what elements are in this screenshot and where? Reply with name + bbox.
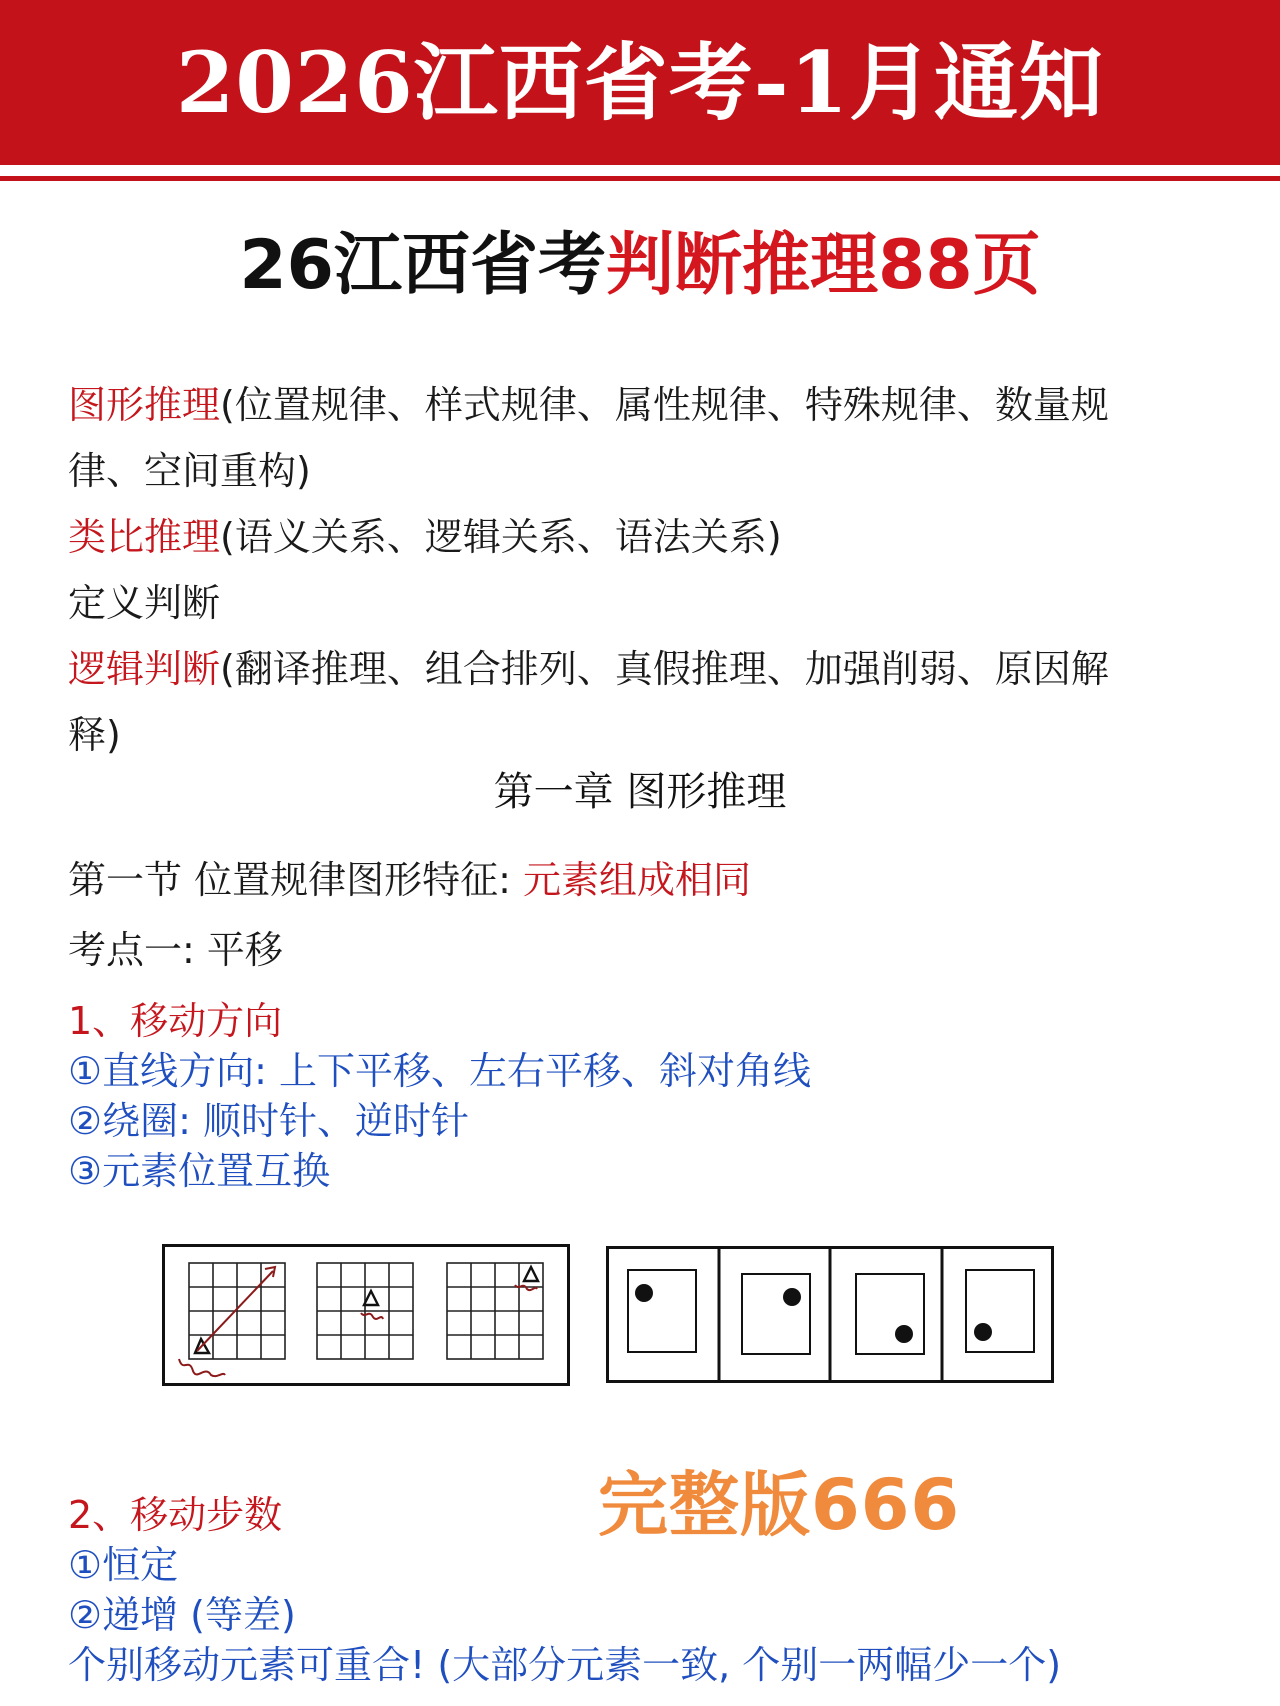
section-prefix: 第一节 位置规律图形特征: [68, 858, 511, 902]
topic-label: 逻辑判断 [68, 647, 221, 691]
topic-definition-judgment: 定义判断 [68, 581, 221, 625]
headline-red-part: 判断推理88页 [606, 226, 1041, 305]
topic-detail-continued: 释) [68, 713, 121, 757]
chapter-title: 第一章 图形推理 [493, 769, 787, 815]
move-direction-item: ①直线方向: 上下平移、左右平移、斜对角线 [68, 1049, 811, 1093]
topic-label: 类比推理 [68, 515, 221, 559]
topic-detail: (翻译推理、组合排列、真假推理、加强削弱、原因解 [220, 647, 1109, 691]
section-title [68, 852, 751, 908]
point-title: 考点一: 平移 [68, 928, 283, 972]
section-highlight: 元素组成相同 [522, 858, 751, 902]
topic-logic-judgment [68, 636, 1218, 702]
topic-label: 图形推理 [68, 383, 221, 427]
topic-analogy-reasoning [68, 504, 1218, 570]
headline-black-part: 26江西省考 [239, 226, 606, 305]
grid-panel [447, 1263, 543, 1359]
banner-divider [0, 176, 1280, 181]
move-steps-item: ②递增 (等差) [68, 1593, 296, 1637]
grid-panel [317, 1263, 413, 1359]
topic-detail: (位置规律、样式规律、属性规律、特殊规律、数量规 [220, 383, 1109, 427]
move-direction-item: ③元素位置互换 [68, 1149, 331, 1193]
dot-icon [635, 1284, 653, 1302]
triangle-icon [364, 1291, 378, 1305]
dot-icon [783, 1288, 801, 1306]
dot-icon [895, 1325, 913, 1343]
move-steps-item: ①恒定 [68, 1543, 179, 1587]
title-banner [0, 0, 1280, 165]
dot-icon [974, 1323, 992, 1341]
triangle-grid-figure-svg [165, 1247, 567, 1383]
watermark-text: 完整版666 [598, 1464, 961, 1546]
topic-detail: (语义关系、逻辑关系、语法关系) [220, 515, 782, 559]
topic-detail-continued: 律、空间重构) [68, 449, 311, 493]
dot-rotation-figure [606, 1246, 1054, 1383]
move-steps-heading: 2、移动步数 [68, 1493, 283, 1537]
triangle-grid-figure [162, 1244, 570, 1386]
topic-list [68, 372, 1218, 768]
banner-title: 2026江西省考-1月通知 [175, 32, 1105, 132]
move-direction-item: ②绕圈: 顺时针、逆时针 [68, 1099, 469, 1143]
headline [0, 226, 1280, 305]
move-direction-heading: 1、移动方向 [68, 999, 283, 1043]
move-steps-note: 个别移动元素可重合! (大部分元素一致, 个别一两幅少一个) [68, 1643, 1062, 1687]
topic-graphic-reasoning [68, 372, 1218, 438]
squiggle-annotation [179, 1359, 225, 1376]
triangle-icon [524, 1267, 538, 1281]
